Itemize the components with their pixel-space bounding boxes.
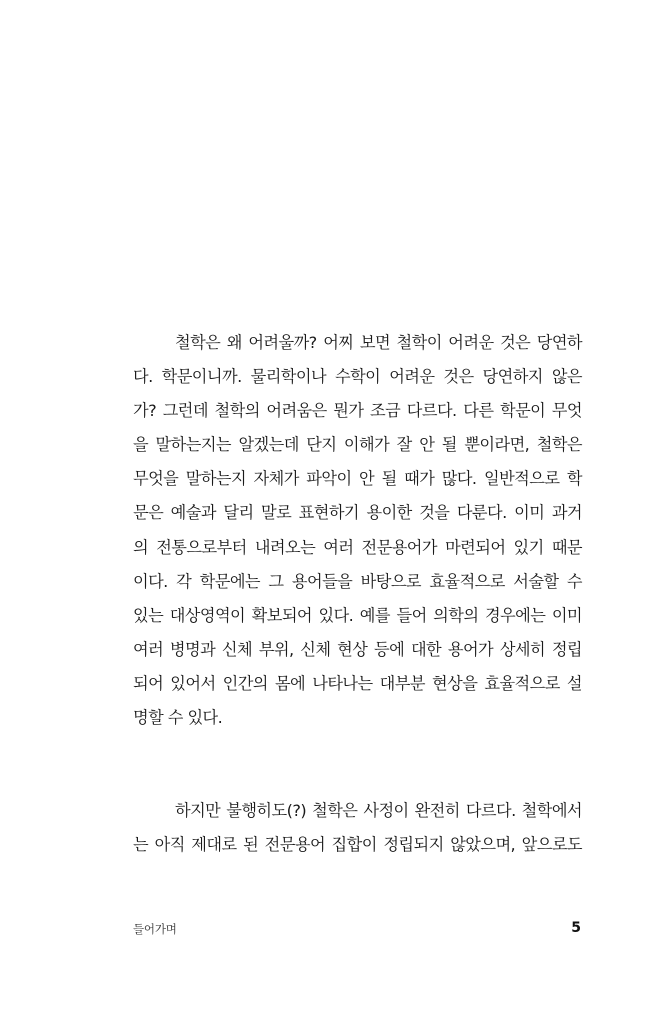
text-line: 의 전통으로부터 내려오는 여러 전문용어가 마련되어 있기 때문 xyxy=(133,537,582,557)
text-line: 무엇을 말하는지 자체가 파악이 안 될 때가 많다. 일반적으로 학 xyxy=(133,469,582,489)
text-line: 하지만 불행히도(?) 철학은 사정이 완전히 다르다. 철학에서 xyxy=(175,801,582,820)
text-line: 되어 있어서 인간의 몸에 나타나는 대부분 현상을 효율적으로 설 xyxy=(133,673,582,693)
text-line: 명할 수 있다. xyxy=(133,708,223,728)
text-line: 철학은 왜 어려울까? 어찌 보면 철학이 어려운 것은 당연하 xyxy=(175,333,582,352)
text-line: 다. 학문이니까. 물리학이나 수학이 어려운 것은 당연하지 않은 xyxy=(133,367,582,387)
paragraph-2 xyxy=(133,794,582,862)
text-line: 있는 대상영역이 확보되어 있다. 예를 들어 의학의 경우에는 이미 xyxy=(133,605,582,625)
text-line: 가? 그런데 철학의 어려움은 뭔가 조금 다르다. 다른 학문이 무엇 xyxy=(133,401,582,421)
running-footer-section-title: 들어가며 xyxy=(133,922,177,936)
text-line: 이다. 각 학문에는 그 용어들을 바탕으로 효율적으로 서술할 수 xyxy=(133,571,582,591)
text-line: 을 말하는지는 알겠는데 단지 이해가 잘 안 될 뿐이라면, 철학은 xyxy=(133,435,582,455)
text-line: 문은 예술과 달리 말로 표현하기 용이한 것을 다룬다. 이미 과거 xyxy=(133,503,582,523)
text-line: 는 아직 제대로 된 전문용어 집합이 정립되지 않았으며, 앞으로도 xyxy=(133,835,582,855)
page-number: 5 xyxy=(571,920,581,936)
text-line: 여러 병명과 신체 부위, 신체 현상 등에 대한 용어가 상세히 정립 xyxy=(133,639,582,659)
paragraph-1 xyxy=(133,326,582,735)
